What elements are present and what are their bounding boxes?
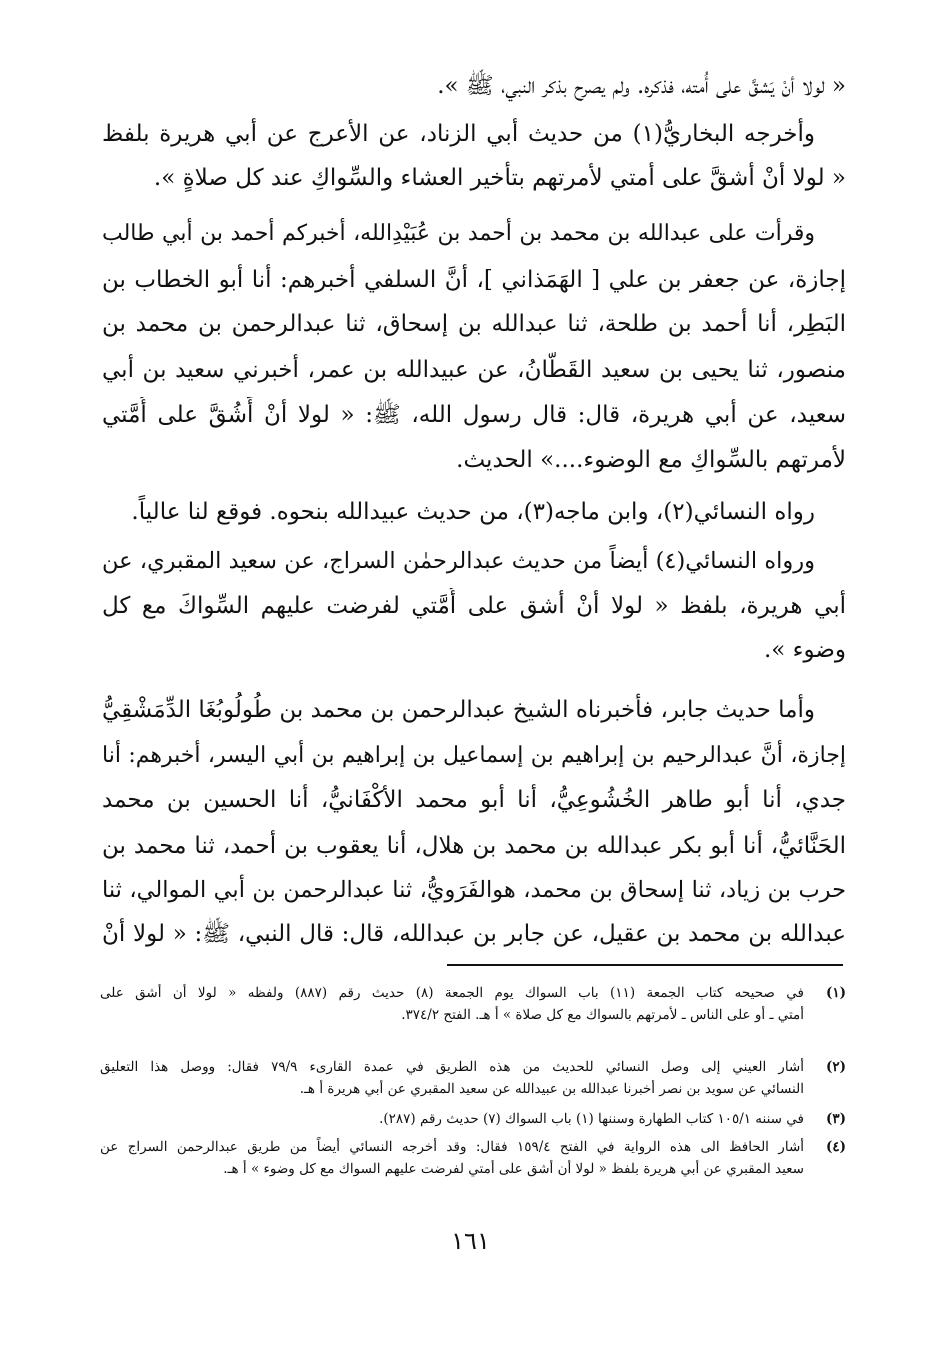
body-line: إجازة، أنَّ عبدالرحيم بن إبراهيم بن إسماعيل بن إبراهيم بن أبي اليسر، أخبرهم: أنا [102, 743, 846, 768]
footnote-number: (٤) [825, 1139, 846, 1155]
body-line: لأمرتهم بالسِّواكِ مع الوضوء....» الحديث. [456, 447, 846, 473]
footnote [100, 1136, 846, 1180]
footnote-line: في صحيحه كتاب الجمعة (١١) باب السواك يوم الجمعة (٨) حديث رقم (٨٨٧) ولفظه « لولا أن أشق على [100, 985, 804, 1001]
footnote-number: (٢) [825, 1059, 846, 1075]
body-line: إجازة، عن جعفر بن علي [ الهَمَذاني ]، أنَّ السلفي أخبرهم: أنا أبو الخطاب بن [102, 267, 846, 293]
body-line: وقرأت على عبدالله بن محمد بن أحمد بن عُبَيْدِالله، أخبركم أحمد بن أبي طالب [102, 221, 815, 246]
body-line: « لولا أنْ أشقَّ على أمتي لأمرتهم بتأخير العشاء والسِّواكِ عند كل صلاةٍ ». [153, 165, 846, 191]
body-line: رواه النسائي(٢)، وابن ماجه(٣)، من حديث عبيدالله بنحوه. فوقع لنا عالياً. [131, 499, 815, 525]
footnote [100, 982, 846, 1026]
footnote-number: (١) [825, 985, 846, 1001]
footnote [100, 1108, 846, 1130]
footnote-line: أشار العيني إلى وصل النسائي للحديث من هذه الطريق في عمدة القارىء ٧٩/٩ فقال: ووصل هذا التعليق [100, 1059, 804, 1075]
footnote [100, 1056, 846, 1100]
body-line: عبدالله بن محمد بن عقيل، عن جابر بن عبدالله، قال: قال النبي، ﷺ: « لولا أنْ [102, 921, 846, 947]
body-line: حرب بن زياد، ثنا إسحاق بن محمد، هوالفَرَويُّ، ثنا عبدالرحمن بن أبي الموالي، ثنا [102, 877, 846, 903]
footnote-number: (٣) [825, 1111, 846, 1127]
body-line: أبي هريرة، بلفظ « لولا أنْ أشق على أُمَّتي لفرضت عليهم السِّواكَ مع كل [102, 593, 846, 619]
body-line: وضوء ». [763, 637, 846, 663]
footnote-line: في سننه ١٠٥/١ كتاب الطهارة وسننها (١) باب السواك (٧) حديث رقم (٢٨٧). [379, 1111, 804, 1127]
footnote-line: سعيد المقبري عن أبي هريرة بلفظ « لولا أن أشق على أمتي لفرضت عليهم السواك مع كل وضوء » أ هـ. [223, 1161, 804, 1177]
footnote-line: أشار الحافظ الى هذه الرواية في الفتح ١٥٩/٤ فقال: وقد أخرجه النسائي أيضاً من طريق عبدالرحمن السراج عن [100, 1139, 804, 1155]
body-line: « لولا أنْ يَشقَّ على أُمته، فذكره. ولم يصرح بذكر النبي، ﷺ ». [437, 73, 846, 99]
body-line: ورواه النسائي(٤) أيضاً من حديث عبدالرحمٰن السراج، عن سعيد المقبري، عن [102, 548, 815, 574]
body-line: جدي، أنا أبو طاهر الخُشُوعِيُّ، أنا أبو محمد الأكْفَانيُّ، أنا الحسين بن محمد [102, 787, 846, 813]
footnote-line: النسائي عن سويد بن نصر أخبرنا عبدالله بن عبيدالله عن سعيد المقبري عن أبي هريرة أ هـ. [299, 1081, 804, 1097]
page-number: ١٦١ [451, 1227, 490, 1255]
body-line: البَطِر، أنا أحمد بن طلحة، ثنا عبدالله بن إسحاق، ثنا عبدالرحمن بن محمد بن [102, 311, 846, 337]
body-line: منصور، ثنا يحيى بن سعيد القَطَّانُ، عن عبيدالله بن عمر، أخبرني سعيد بن أبي [102, 357, 846, 383]
body-line: وأخرجه البخاريُّ(١) من حديث أبي الزناد، عن الأعرج عن أبي هريرة بلفظ [102, 121, 815, 147]
body-line: وأما حديث جابر، فأخبرناه الشيخ عبدالرحمن بن محمد بن طُولُوبُغَا الدِّمَشْقِيُّ [102, 697, 815, 723]
footnote-divider [447, 964, 843, 966]
body-line: الحَنَّائيُّ، أنا أبو بكر عبدالله بن محمد بن هلال، أنا يعقوب بن أحمد، ثنا محمد بن [102, 833, 846, 859]
body-line: سعيد، عن أبي هريرة، قال: قال رسول الله، ﷺ: « لولا أنْ أَشُقَّ على أُمَّتي [102, 402, 846, 428]
footnote-line: أمتي ـ أو على الناس ـ لأمرتهم بالسواك مع كل صلاة » أ هـ. الفتح ٣٧٤/٢. [401, 1007, 804, 1023]
